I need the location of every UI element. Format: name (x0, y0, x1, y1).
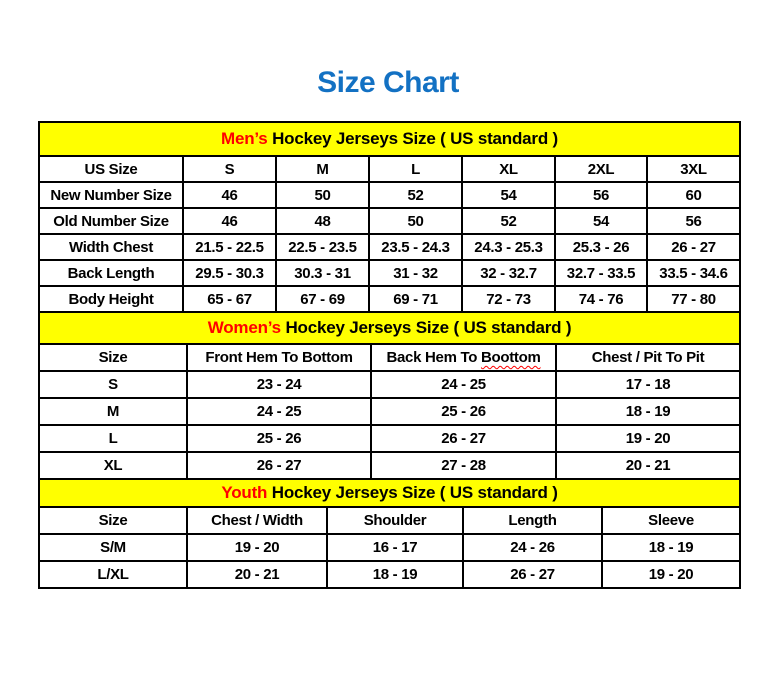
size-value-cell: 52 (462, 208, 555, 234)
table-row (39, 534, 740, 561)
womens-banner-row (39, 312, 740, 344)
column-header: XL (462, 156, 555, 182)
column-header: Length (463, 507, 602, 534)
size-value-cell: 50 (276, 182, 369, 208)
table-row (39, 182, 740, 208)
size-value-cell: 74 - 76 (555, 286, 647, 312)
size-value-cell: 77 - 80 (647, 286, 740, 312)
size-value-cell: 17 - 18 (556, 371, 740, 398)
size-value-cell: 26 - 27 (371, 425, 556, 452)
size-value-cell: 29.5 - 30.3 (183, 260, 276, 286)
row-label: Width Chest (39, 234, 183, 260)
size-value-cell: 19 - 20 (602, 561, 740, 588)
size-value-cell: 24 - 26 (463, 534, 602, 561)
size-value-cell: 72 - 73 (462, 286, 555, 312)
mens-size-table (38, 121, 741, 313)
size-value-cell: 26 - 27 (187, 452, 371, 479)
mens-header-row (39, 156, 740, 182)
size-value-cell: 23 - 24 (187, 371, 371, 398)
youth-size-table (38, 478, 741, 589)
size-value-cell: 26 - 27 (647, 234, 740, 260)
size-value-cell: 50 (369, 208, 462, 234)
size-value-cell: 25 - 26 (187, 425, 371, 452)
table-banner: Youth Hockey Jerseys Size ( US standard ) (39, 479, 740, 507)
mens-banner-row (39, 122, 740, 156)
table-row (39, 260, 740, 286)
size-value-cell: 46 (183, 182, 276, 208)
size-value-cell: 56 (555, 182, 647, 208)
size-value-cell: 46 (183, 208, 276, 234)
size-value-cell: 23.5 - 24.3 (369, 234, 462, 260)
table-row (39, 561, 740, 588)
size-value-cell: 56 (647, 208, 740, 234)
column-header: Size (39, 344, 187, 371)
banner-highlight: Men’s (221, 129, 268, 148)
row-label: S (39, 371, 187, 398)
size-value-cell: 54 (555, 208, 647, 234)
size-value-cell: 32.7 - 33.5 (555, 260, 647, 286)
size-value-cell: 60 (647, 182, 740, 208)
size-value-cell: 24 - 25 (371, 371, 556, 398)
size-value-cell: 21.5 - 22.5 (183, 234, 276, 260)
size-value-cell: 25 - 26 (371, 398, 556, 425)
size-value-cell: 27 - 28 (371, 452, 556, 479)
size-value-cell: 67 - 69 (276, 286, 369, 312)
size-value-cell: 32 - 32.7 (462, 260, 555, 286)
column-header: Chest / Pit To Pit (556, 344, 740, 371)
page-title: Size Chart (317, 66, 459, 99)
column-header: 3XL (647, 156, 740, 182)
column-header: 2XL (555, 156, 647, 182)
table-row (39, 234, 740, 260)
table-row (39, 425, 740, 452)
size-value-cell: 18 - 19 (556, 398, 740, 425)
column-header: Size (39, 507, 187, 534)
size-value-cell: 16 - 17 (327, 534, 463, 561)
size-value-cell: 24.3 - 25.3 (462, 234, 555, 260)
table-banner: Men’s Hockey Jerseys Size ( US standard ) (39, 122, 740, 156)
table-row (39, 371, 740, 398)
row-label: Body Height (39, 286, 183, 312)
size-value-cell: 48 (276, 208, 369, 234)
column-header: Front Hem To Bottom (187, 344, 371, 371)
table-row (39, 208, 740, 234)
womens-size-table (38, 311, 741, 480)
womens-header-row (39, 344, 740, 371)
column-header: Chest / Width (187, 507, 327, 534)
size-value-cell: 20 - 21 (556, 452, 740, 479)
size-value-cell: 65 - 67 (183, 286, 276, 312)
size-value-cell: 31 - 32 (369, 260, 462, 286)
size-tables-container (38, 121, 739, 589)
column-header: S (183, 156, 276, 182)
size-value-cell: 18 - 19 (327, 561, 463, 588)
column-header: L (369, 156, 462, 182)
row-label: XL (39, 452, 187, 479)
table-row (39, 398, 740, 425)
size-value-cell: 25.3 - 26 (555, 234, 647, 260)
size-value-cell: 54 (462, 182, 555, 208)
column-header: Back Hem To Boottom (371, 344, 556, 371)
size-value-cell: 26 - 27 (463, 561, 602, 588)
row-label: L (39, 425, 187, 452)
size-value-cell: 69 - 71 (369, 286, 462, 312)
size-value-cell: 19 - 20 (187, 534, 327, 561)
column-header: US Size (39, 156, 183, 182)
size-value-cell: 19 - 20 (556, 425, 740, 452)
size-value-cell: 22.5 - 23.5 (276, 234, 369, 260)
youth-banner-row (39, 479, 740, 507)
banner-highlight: Women’s (207, 318, 281, 337)
size-value-cell: 30.3 - 31 (276, 260, 369, 286)
row-label: L/XL (39, 561, 187, 588)
column-header: Sleeve (602, 507, 740, 534)
row-label: Old Number Size (39, 208, 183, 234)
table-row (39, 452, 740, 479)
size-value-cell: 52 (369, 182, 462, 208)
size-value-cell: 18 - 19 (602, 534, 740, 561)
size-value-cell: 33.5 - 34.6 (647, 260, 740, 286)
size-value-cell: 24 - 25 (187, 398, 371, 425)
row-label: M (39, 398, 187, 425)
banner-highlight: Youth (221, 483, 268, 502)
misspelled-word: Boottom (480, 349, 541, 366)
size-value-cell: 20 - 21 (187, 561, 327, 588)
youth-header-row (39, 507, 740, 534)
table-row (39, 286, 740, 312)
row-label: Back Length (39, 260, 183, 286)
row-label: New Number Size (39, 182, 183, 208)
column-header: Shoulder (327, 507, 463, 534)
table-banner: Women’s Hockey Jerseys Size ( US standard ) (39, 312, 740, 344)
column-header: M (276, 156, 369, 182)
row-label: S/M (39, 534, 187, 561)
